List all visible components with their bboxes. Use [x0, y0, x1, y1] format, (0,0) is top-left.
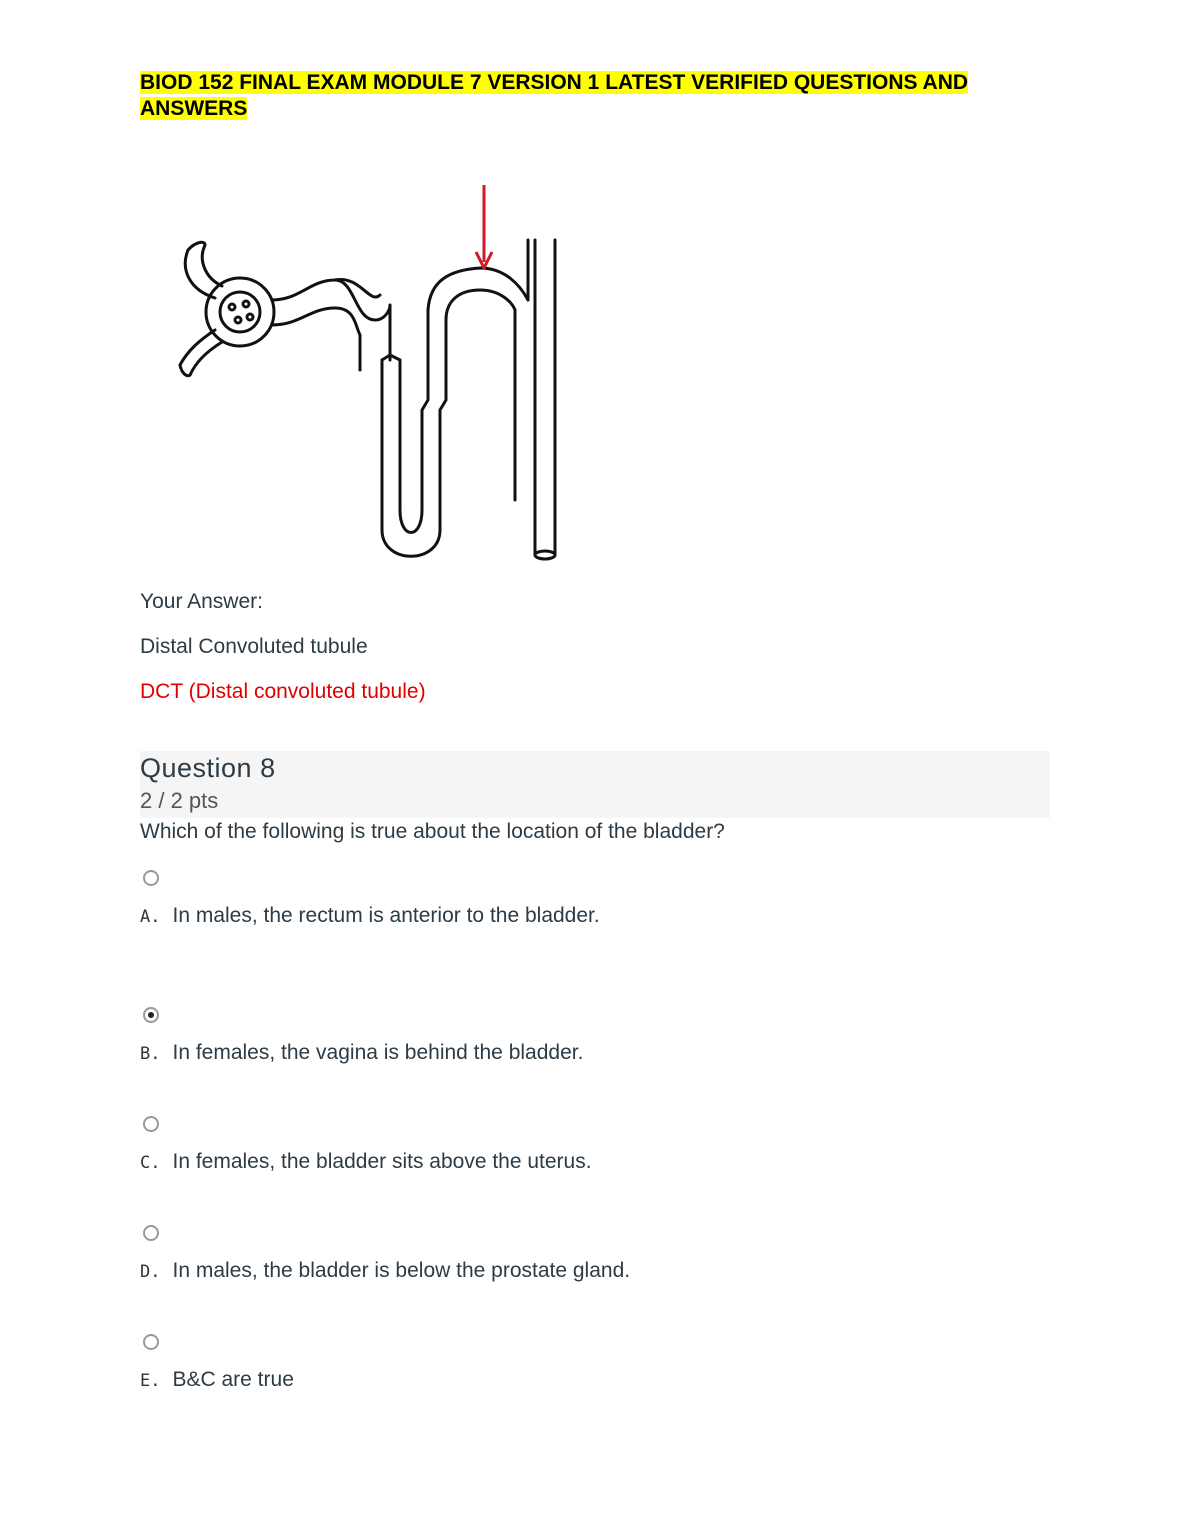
nephron-diagram: [160, 180, 580, 570]
option-a[interactable]: [140, 902, 600, 931]
option-d[interactable]: [140, 1257, 630, 1286]
question-text: Which of the following is true about the location of the bladder?: [140, 820, 725, 843]
option-c[interactable]: [140, 1148, 592, 1177]
question-header: [140, 751, 1050, 818]
option-b-radio[interactable]: [143, 1007, 159, 1023]
question-points: 2 / 2 pts: [140, 788, 219, 813]
your-answer-label: Your Answer:: [140, 590, 263, 613]
option-b[interactable]: [140, 1039, 583, 1068]
option-letter: A.: [140, 907, 161, 927]
option-letter: B.: [140, 1044, 161, 1064]
option-d-radio[interactable]: [143, 1225, 159, 1241]
option-text: In females, the bladder sits above the uterus.: [172, 1150, 592, 1173]
option-e[interactable]: [140, 1366, 294, 1395]
option-text: B&C are true: [172, 1368, 294, 1391]
option-c-radio[interactable]: [143, 1116, 159, 1132]
option-text: In males, the rectum is anterior to the bladder.: [172, 904, 600, 927]
option-letter: E.: [140, 1371, 161, 1391]
option-letter: D.: [140, 1262, 161, 1282]
question-title: Question 8: [140, 753, 276, 783]
option-a-radio[interactable]: [143, 870, 159, 886]
option-letter: C.: [140, 1153, 161, 1173]
document-title: BIOD 152 FINAL EXAM MODULE 7 VERSION 1 LATEST VERIFIED QUESTIONS AND ANSWERS: [140, 71, 969, 120]
your-answer-value: Distal Convoluted tubule: [140, 635, 368, 658]
option-e-radio[interactable]: [143, 1334, 159, 1350]
option-text: In males, the bladder is below the prostate gland.: [172, 1259, 631, 1282]
correct-answer: DCT (Distal convoluted tubule): [140, 680, 426, 703]
option-text: In females, the vagina is behind the bladder.: [172, 1041, 584, 1064]
